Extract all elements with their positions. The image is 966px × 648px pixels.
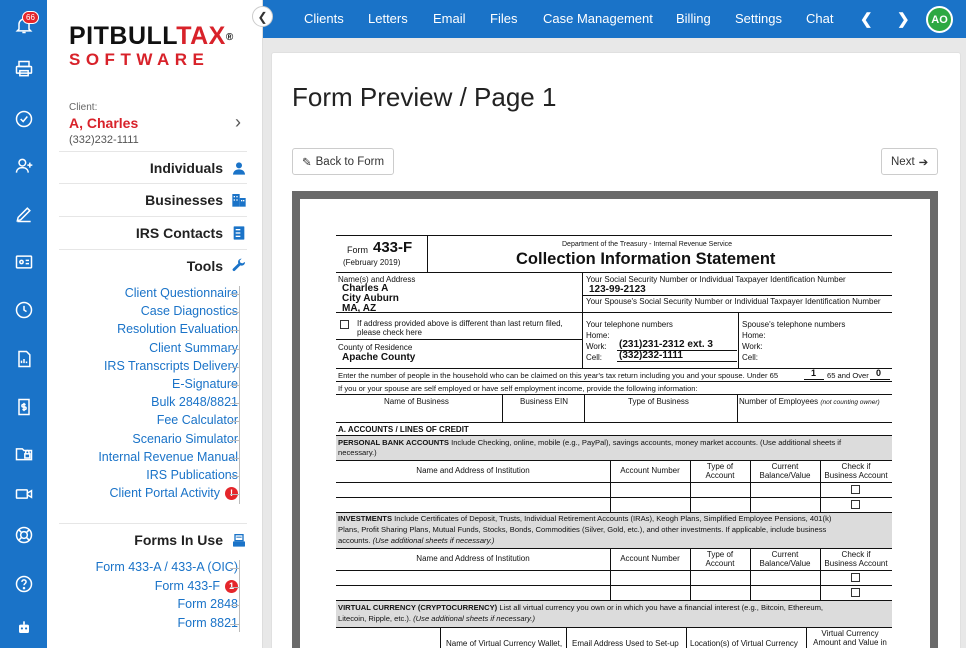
pdf-viewer[interactable]: [292, 191, 938, 648]
user-avatar[interactable]: AO: [926, 6, 953, 33]
invoice-dollar-icon[interactable]: [0, 390, 47, 424]
virtual-currency-text: VIRTUAL CURRENCY (CRYPTOCURRENCY) List all virtual currency you own or in which you have a financial interest (e.g., Bitcoin, Ethereum,: [338, 603, 824, 612]
tool-link-irs-publications[interactable]: IRS Publications: [146, 468, 238, 482]
pitbulltax-logo[interactable]: PITBULLTAX® SOFTWARE: [69, 22, 234, 69]
spouse-ssn-label: Your Spouse's Social Security Number or Individual Taxpayer Identification Number: [586, 297, 881, 306]
over-65-value: 0: [876, 368, 882, 378]
form-link-form-433-a-433-a-oic[interactable]: Form 433-A / 433-A (OIC): [95, 560, 238, 574]
printer-icon[interactable]: [0, 52, 47, 86]
name-line-2: City Auburn: [342, 293, 399, 304]
form-link-form-8821[interactable]: Form 8821: [177, 615, 238, 630]
section-tools[interactable]: Tools: [59, 249, 247, 281]
client-phone: (332)232-1111: [69, 134, 139, 146]
client-info: [69, 102, 139, 146]
nav-chat[interactable]: Chat: [806, 11, 834, 26]
tool-link-bulk-2848-8821[interactable]: Bulk 2848/8821: [151, 395, 238, 410]
forms-tray-icon: [231, 532, 247, 548]
nav-billing[interactable]: Billing: [676, 11, 711, 26]
edit-icon: ✎: [302, 156, 312, 169]
nav-email[interactable]: Email: [433, 11, 466, 26]
tool-link-internal-revenue-manual[interactable]: Internal Revenue Manual: [98, 449, 238, 464]
nav-prev-arrow-icon[interactable]: ❮: [860, 11, 873, 28]
form-count-badge: 1: [225, 580, 238, 593]
col-business-ein: Business EIN: [520, 397, 569, 406]
tool-link-client-questionnaire[interactable]: Client Questionnaire: [124, 286, 238, 300]
tool-link-scenario-simulator[interactable]: Scenario Simulator: [132, 431, 238, 446]
col-type-of-business: Type of Business: [628, 397, 689, 406]
nav-letters[interactable]: Letters: [368, 11, 408, 26]
acct-col-header: Name and Address of Institution: [416, 466, 530, 475]
col-number-of-employees: Number of Employees (not counting owner): [739, 397, 880, 406]
tool-link-irs-transcripts-delivery[interactable]: IRS Transcripts Delivery: [103, 358, 238, 373]
over-65-label: 65 and Over: [827, 371, 869, 380]
nav-files[interactable]: Files: [490, 11, 518, 26]
col-name-of-business: Name of Business: [384, 397, 449, 406]
spouse-cell-label: Cell:: [742, 353, 759, 362]
cell-phone-value: (332)232-1111: [619, 350, 683, 361]
nav-settings[interactable]: Settings: [735, 11, 782, 26]
vc-col-amount: Virtual Currency Amount and Value in: [813, 629, 887, 647]
icon-bar: [0, 0, 47, 648]
address-book-icon: [231, 225, 247, 241]
address-diff-text-2: please check here: [357, 328, 422, 337]
form-date: (February 2019): [343, 258, 401, 267]
form-dept: Department of the Treasury - Internal Revenue Service: [562, 241, 733, 248]
pen-icon[interactable]: [0, 197, 47, 231]
client-label: Client:: [69, 102, 98, 113]
county-label: County of Residence: [338, 343, 413, 352]
person-icon: [231, 160, 247, 176]
help-icon[interactable]: [0, 567, 47, 601]
tool-link-client-portal-activity[interactable]: Client Portal Activity !: [110, 486, 238, 500]
form-link-form-433-f[interactable]: Form 433-F 1: [155, 579, 238, 593]
back-to-form-button[interactable]: ✎ Back to Form: [292, 148, 394, 175]
add-user-icon[interactable]: [0, 149, 47, 183]
acct-col-header: Current Balance/Value: [759, 550, 811, 568]
section-businesses[interactable]: Businesses: [59, 183, 247, 215]
client-chevron-right-icon[interactable]: ›: [235, 112, 241, 132]
tool-link-fee-calculator[interactable]: Fee Calculator: [156, 413, 238, 428]
acct-col-header: Account Number: [620, 554, 680, 563]
page-title: Form Preview / Page 1: [292, 82, 557, 112]
form-433f-page: Form 433-F (February 2019) Department of the Treasury - Internal Revenue Service Collection Information Statement Name(s) and Address Charles A City Auburn MA, AZ Your Social Security Number or Individual Taxpayer Identification Number 123-99-2123 Your Spouse's Social Security Number or Individual Taxpayer Identification Number If address provided above is different than last return filed, please check here County of Residence Apache County Your telephone numbers Home: Work: (231)231-2312 ext. 3 Cell: (332)232-1111 Spouse's telephone numbers Home: Work: Cell: Enter the number of people in the household who can be claimed on this year's tax return including you and your spouse. Under 65 1 65 and Over 0 If you or your spouse are self employed or have self employment income, provide the following information: Name of Business Business EIN Type of Business Number of Employees (not counting owner) A. ACCOUNTS / LINES OF CREDIT PERSONAL BANK ACCOUNTS Include Checking, online, mobile (e.g., PayPal), savings accounts, money market accounts. (Use additional sheets if necessary.) INVESTMENTS Include Certificates of Deposit, Trusts, Individual Retirement Accounts (IRAs), Keogh Plans, Simplified Employee Pensions, 401(k) Plans, Profit Sharing Plans, Mutual Funds, Stocks, Bonds, Commodities (Silver, Gold, etc.), and other investments. If applicable, include business accounts. (Use additional sheets if necessary.) VIRTUAL CURRENCY (CRYPTOCURRENCY) List all virtual currency you own or in which you have a financial interest (e.g., Bitcoin, Ethereum, Litecoin, Ripple, etc.). (Use additional sheets if necessary.) Name of Virtual Currency Wallet, Email Address Used to Set-up Location(s) of Virtual Currency Virtual Currency Amount and Value in Name and Address of Institution Account Number Type of Account Current Balance/Value Check if Business Account Name and Address of Institution Account Number Type of Account Current Balance/Value Check if Business Account: [300, 199, 930, 648]
acct-col-header: Type of Account: [705, 550, 735, 568]
building-icon: [231, 192, 247, 208]
ssn-label: Your Social Security Number or Individual Taxpayer Identification Number: [586, 275, 846, 284]
acct-col-header: Check if Business Account: [824, 550, 888, 568]
spouse-work-label: Work:: [742, 342, 763, 351]
video-camera-icon[interactable]: [0, 477, 47, 511]
nav-case-management[interactable]: Case Management: [543, 11, 653, 26]
business-account-checkbox[interactable]: [851, 588, 860, 597]
investments-text: INVESTMENTS Include Certificates of Deposit, Trusts, Individual Retirement Accounts (IRAs), Keogh Plans, Simplified Employee Pensions, 401(k): [338, 514, 832, 523]
form-title: Collection Information Statement: [516, 250, 776, 268]
acct-col-header: Type of Account: [705, 462, 735, 480]
life-ring-icon[interactable]: [0, 518, 47, 552]
address-diff-text-1: If address provided above is different than last return filed,: [357, 319, 563, 328]
form-link-form-2848[interactable]: Form 2848: [177, 597, 238, 611]
tool-link-e-signature[interactable]: E-Signature: [171, 377, 238, 391]
check-circle-icon[interactable]: [0, 102, 47, 136]
county-value: Apache County: [342, 352, 416, 363]
locked-folder-icon[interactable]: [0, 436, 47, 470]
wrench-icon: [231, 258, 247, 274]
acct-col-header: Current Balance/Value: [759, 462, 811, 480]
vc-col-wallet: Name of Virtual Currency Wallet,: [446, 639, 563, 648]
spouse-home-label: Home:: [742, 331, 766, 340]
arrow-right-icon: ➔: [918, 156, 929, 169]
spouse-telephone-label: Spouse's telephone numbers: [742, 320, 846, 329]
client-name[interactable]: A, Charles: [69, 115, 139, 131]
sidebar: [47, 0, 263, 648]
section-a-heading: A. ACCOUNTS / LINES OF CREDIT: [338, 425, 469, 434]
work-phone-value: (231)231-2312 ext. 3: [619, 339, 713, 350]
ssn-value: 123-99-2123: [589, 284, 646, 295]
business-account-checkbox[interactable]: [851, 485, 860, 494]
acct-col-header: Check if Business Account: [824, 462, 888, 480]
section-forms-in-use[interactable]: Forms In Use: [59, 523, 247, 555]
telephone-label: Your telephone numbers: [586, 320, 673, 329]
personal-bank-accounts-text: PERSONAL BANK ACCOUNTS Include Checking, online, mobile (e.g., PayPal), savings accounts, money market accounts. (Use additional sheets if: [338, 438, 842, 447]
under-65-value: 1: [811, 368, 817, 378]
clock-icon[interactable]: [0, 293, 47, 327]
tool-link-case-diagnostics[interactable]: Case Diagnostics: [140, 304, 238, 319]
document-chart-icon[interactable]: [0, 342, 47, 376]
self-employed-text: If you or your spouse are self employed or have self employment income, provide the following information:: [338, 384, 698, 393]
activity-alert-icon: !: [225, 487, 238, 500]
name-line-1: Charles A: [342, 283, 389, 294]
acct-col-header: Name and Address of Institution: [416, 554, 530, 563]
address-changed-checkbox[interactable]: [340, 320, 349, 329]
business-account-checkbox[interactable]: [851, 573, 860, 582]
nav-next-arrow-icon[interactable]: ❯: [897, 11, 910, 28]
robot-icon[interactable]: [0, 611, 47, 645]
acct-col-header: Account Number: [620, 466, 680, 475]
form-label: Form: [347, 245, 368, 255]
tool-link-client-summary[interactable]: Client Summary: [149, 340, 238, 355]
name-address-label: Name(s) and Address: [338, 275, 416, 284]
notifications-bell-icon[interactable]: [0, 8, 47, 42]
name-line-3: MA, AZ: [342, 303, 377, 314]
notifications-badge: 66: [22, 11, 39, 24]
nav-clients[interactable]: Clients: [304, 11, 344, 26]
next-button[interactable]: Next ➔: [881, 148, 938, 175]
home-label: Home:: [586, 331, 610, 340]
vc-col-location: Location(s) of Virtual Currency: [690, 639, 798, 648]
cell-label: Cell:: [586, 353, 603, 362]
section-individuals[interactable]: Individuals: [59, 151, 247, 183]
household-question: Enter the number of people in the household who can be claimed on this year's tax return including you and your spouse. Under 65: [338, 371, 779, 380]
form-number: 433-F: [373, 239, 413, 256]
tool-link-resolution-evaluation[interactable]: Resolution Evaluation: [117, 322, 238, 337]
vc-col-email: Email Address Used to Set-up: [572, 639, 679, 648]
business-account-checkbox[interactable]: [851, 500, 860, 509]
collapse-sidebar-button[interactable]: ❮: [252, 6, 273, 27]
id-card-icon[interactable]: [0, 245, 47, 279]
main-content: [271, 52, 961, 648]
work-label: Work:: [586, 342, 607, 351]
section-irs-contacts[interactable]: IRS Contacts: [59, 216, 247, 248]
